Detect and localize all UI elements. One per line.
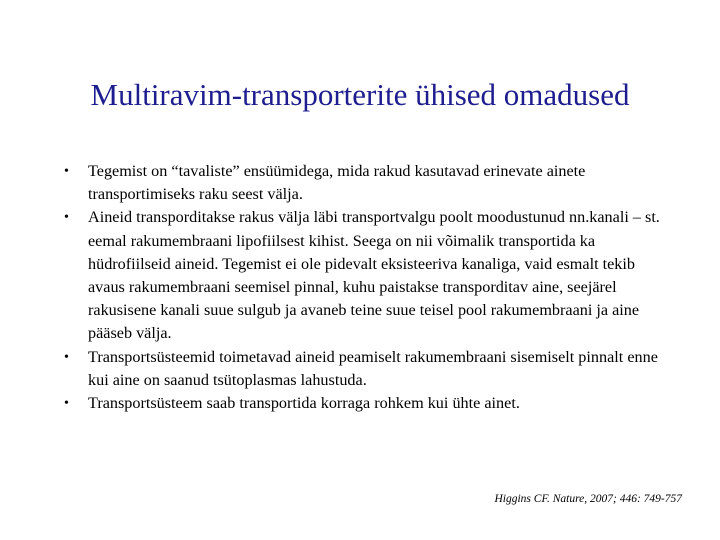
bullet-text: Transportsüsteemid toimetavad aineid peamiselt rakumembraani sisemiselt pinnalt enne kui aine on saanud tsütoplasmas lahustuda. bbox=[88, 347, 658, 389]
bullet-item bbox=[60, 392, 660, 415]
bullet-dot-icon: • bbox=[64, 210, 69, 226]
bullet-dot-icon: • bbox=[64, 164, 69, 179]
bullet-text: Transportsüsteem saab transportida korraga rohkem kui ühte ainet. bbox=[88, 394, 520, 413]
bullet-item bbox=[60, 206, 660, 345]
bullet-item bbox=[60, 160, 660, 206]
bullet-dot-icon: • bbox=[64, 396, 69, 412]
bullet-dot-icon: • bbox=[64, 349, 69, 365]
citation: Higgins CF. Nature, 2007; 446: 749-757 bbox=[494, 493, 682, 505]
bullet-text: Tegemist on “tavaliste” ensüümidega, mida rakud kasutavad erinevate ainete transportimiseks raku seest välja. bbox=[88, 162, 586, 204]
slide-title: Multiravim-transporterite ühised omadused bbox=[90, 76, 630, 112]
bullet-list bbox=[60, 160, 660, 415]
bullet-item bbox=[60, 346, 660, 392]
bullet-text: Aineid transporditakse rakus välja läbi transportvalgu poolt moodustunud nn.kanali – st. eemal rakumembraani lipofiilsest kihist. Seega on nii võimalik transportida ka hüdrofiilseid aineid. Tegemist ei ole pidevalt eksisteeriva kanaliga, vaid esmalt tekib avaus rakumembraani seemisel pinnal, kuhu paistakse transporditav aine, seejärel rakusisene kanali suue sulgub ja avaneb teine suue teisel pool rakumembraani ja aine pääseb välja. bbox=[88, 208, 660, 343]
